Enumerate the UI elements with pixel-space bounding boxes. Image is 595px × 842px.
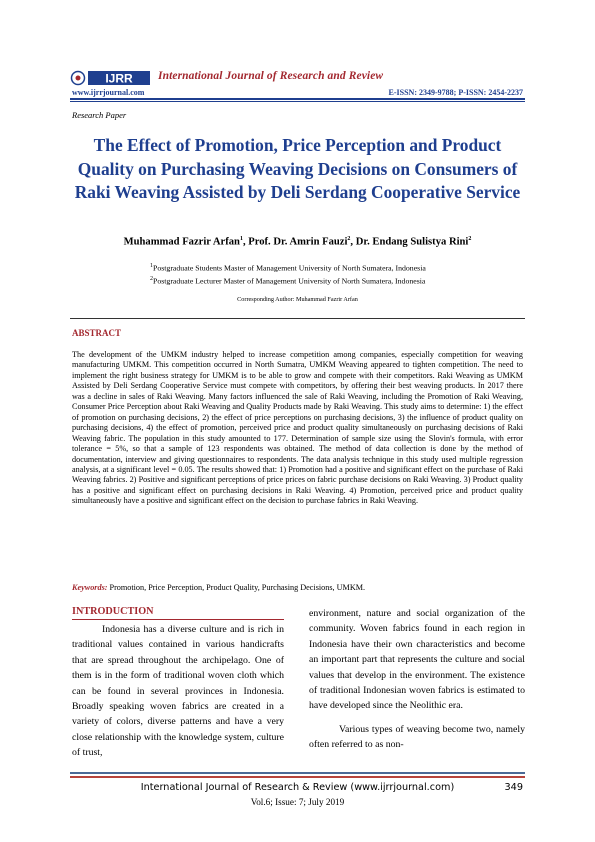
corresponding-author: Corresponding Author: Muhammad Fazrir Arfan [237, 296, 358, 303]
footer-issue-info: Vol.6; Issue: 7; July 2019 [250, 797, 345, 807]
author-affiliation-mark: 1 [239, 236, 243, 242]
header-rule [70, 98, 525, 100]
introduction-heading: INTRODUCTION [72, 606, 154, 617]
introduction-paragraph: Various types of weaving become two, namely often referred to as non- [309, 723, 525, 751]
right-column [309, 606, 525, 753]
heading-underline [72, 619, 284, 620]
paper-type-label: Research Paper [72, 110, 127, 120]
author-name: Dr. Endang Sulistya Rini [355, 236, 469, 248]
page-number: 349 [504, 782, 523, 793]
keywords-list: Promotion, Price Perception, Product Quality, Purchasing Decisions, UMKM. [107, 583, 366, 592]
author-affiliation-mark: 2 [347, 236, 351, 242]
footer-rule-red [70, 776, 525, 778]
author-name: Muhammad Fazrir Arfan [123, 236, 240, 248]
footer-rule-blue [70, 772, 525, 774]
left-column [72, 622, 284, 761]
journal-url-link[interactable]: www.ijrrjournal.com [72, 88, 145, 97]
introduction-paragraph-continued: environment, nature and social organization of the community. Woven fabrics found in each region in Indonesia have their own characteristics and become an important part that represents the culture and social values that develop in the environment. The existence of traditional Indonesian woven fabrics is estimated to have developed since the Neolithic era. [309, 608, 525, 712]
section-divider [70, 318, 525, 319]
abstract-heading: ABSTRACT [72, 328, 122, 338]
affiliation-1: $^1$Postgraduate Students Master of Management University of North Sumatera, Indonesia [150, 263, 426, 273]
keywords-label: Keywords: [72, 583, 108, 592]
affiliation-2: $^2$Postgraduate Lecturer Master of Management University of North Sumatera, Indonesia [150, 276, 426, 286]
author-name: Prof. Dr. Amrin Fauzi [248, 236, 348, 248]
footer-journal-name: International Journal of Research & Review (www.ijrrjournal.com) [140, 782, 455, 793]
journal-title: International Journal of Research and Review [158, 70, 384, 82]
abstract-body: The development of the UMKM industry helped to increase competition among companies, especially competition for weaving manufacturing UMKM. This competition occurred in North Sumatra, UMKM Weaving appeared to tighten competition. The need to implement the right business strategy for UMKM is to be able to grow and compete with their competitors. Raki Weaving as UMKM Assisted by Deli Serdang Cooperative Service must compete with competitors, by offering their best weaving products. In 2017 there was a decline in sales of Raki Weaving. Many factors influenced the sale of Raki Weaving, including the Promotion of Raki Weaving, Consumer Price Perception about Raki Weaving and Quality Products made by Raki Weaving. This study aims to determine: 1) the effect of promotion on purchasing decisions, 2) the effect of price perceptions on purchasing decisions, 3) the influence of product quality on purchasing decisions, 4) the effect of promotion, perceived price and product quality simultaneously on purchasing decisions of Raki Weaving fabric. The population in this study amounted to 177. Determination of sample size using the Slovin's formula, with error tolerance = 5%, so that a sample of 123 respondents was obtained. The method of data collection is done by the method of documentation, interview and giving questionnaires to respondents. The data analysis technique in this study used multiple regression analysis, at a significant level = 0.05. The results showed that: 1) Promotion had a positive and significant effect on the purchase of Raki Weaving fabrics. 2) Positive and significant perceptions of price prices on fabric purchase decisions on Raki Weaving. 3) Product quality has a positive and significant effect on purchasing decisions in Raki Weaving. 4) Promotion, perceived price and product quality simultaneously have a positive and significant effect on the decision to purchase fabrics in Raki Weaving. [72, 350, 523, 506]
keywords [72, 583, 523, 592]
introduction-paragraph: Indonesia has a diverse culture and is rich in traditional values contained in various handicrafts that are spread throughout the archipelago. One of them is in the form of traditional woven cloth which can be found in several provinces in Indonesia. Broadly speaking woven fabrics are created in a variety of colors, diverse patterns and have a very close relationship with the knowledge system, culture of trust, [72, 624, 284, 759]
logo-text: IJRR [105, 71, 133, 86]
author-affiliation-mark: 2 [468, 236, 472, 242]
author-list: Muhammad Fazrir Arfan$^1$, Prof. Dr. Amrin Fauzi$^2$, Dr. Endang Sulistya Rini$^2$ [123, 236, 472, 248]
paper-title: The Effect of Promotion, Price Perception and Product Quality on Purchasing Weaving Decisions on Consumers of Raki Weaving Assisted by Deli Serdang Cooperative Service [74, 135, 521, 202]
issn-numbers: E-ISSN: 2349-9788; P-ISSN: 2454-2237 [388, 88, 523, 97]
header-rule-thin [70, 101, 525, 102]
journal-logo [70, 70, 152, 86]
